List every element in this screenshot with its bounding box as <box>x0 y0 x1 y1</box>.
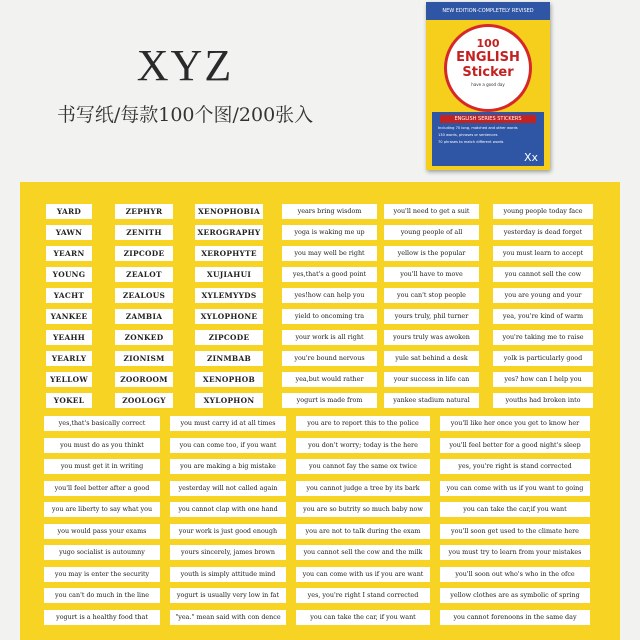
phrase-sticker: you can come with us if you want to going <box>440 481 590 496</box>
word-sticker: XEROGRAPHY <box>195 225 263 240</box>
phrase-sticker: your success in life can <box>384 372 479 387</box>
phrase-sticker: you can come with us if you are want <box>296 567 430 582</box>
word-sticker: YEAHH <box>46 330 92 345</box>
phrase-sticker: yoga is waking me up <box>282 225 377 240</box>
phrase-sticker: you are young and your <box>493 288 593 303</box>
phrase-sticker: you must get it in writing <box>44 459 160 474</box>
phrase-sticker: yes,that's a good point <box>282 267 377 282</box>
phrase-sticker: you cannot fay the same ox twice <box>296 459 430 474</box>
phrase-sticker: you can take the car, if you want <box>296 610 430 625</box>
phrase-sticker: you are making a big mistake <box>170 459 286 474</box>
phrase-sticker: you can't do much in the line <box>44 588 160 603</box>
phrase-sticker: you are so butrity so much baby now <box>296 502 430 517</box>
phrase-sticker: you'll like her once you get to know her <box>440 416 590 431</box>
phrase-sticker: you'll need to get a suit <box>384 204 479 219</box>
phrase-sticker: yes!how can help you <box>282 288 377 303</box>
phrase-sticker: yule sat behind a desk <box>384 351 479 366</box>
word-sticker: YARD <box>46 204 92 219</box>
word-sticker: YAWN <box>46 225 92 240</box>
book-title-line1: ENGLISH <box>456 50 520 65</box>
phrase-sticker: you cannot judge a tree by its bark <box>296 481 430 496</box>
book-panel-header: ENGLISH SERIES STICKERS <box>440 115 536 123</box>
phrase-sticker: you cannot sell the cow <box>493 267 593 282</box>
word-sticker: ZIPCODE <box>195 330 263 345</box>
book-band: NEW EDITION-COMPLETELY REVISED <box>426 2 550 20</box>
phrase-sticker: you must try to learn from your mistakes <box>440 545 590 560</box>
phrase-sticker: yes? how can I help you <box>493 372 593 387</box>
book-tagline: have a good day <box>471 82 505 87</box>
phrase-sticker: young people of all <box>384 225 479 240</box>
phrase-sticker: you are to report this to the police <box>296 416 430 431</box>
book-panel-line: Including 70 long, matched and other words <box>438 126 518 130</box>
word-sticker: XENOPHOBIA <box>195 204 263 219</box>
phrase-sticker: you can take the car,if you want <box>440 502 590 517</box>
word-sticker: ZENITH <box>115 225 173 240</box>
phrase-sticker: yogurt is usually very low in fat <box>170 588 286 603</box>
phrase-sticker: you don't worry; today is the here <box>296 438 430 453</box>
word-sticker: YANKEE <box>46 309 92 324</box>
phrase-sticker: yes, you're right is stand corrected <box>440 459 590 474</box>
word-sticker: ZIONISM <box>115 351 173 366</box>
phrase-sticker: your work is all right <box>282 330 377 345</box>
phrase-sticker: you cannot sell the cow and the milk <box>296 545 430 560</box>
book-mark: Xx <box>523 151 538 164</box>
word-sticker: ZIPCODE <box>115 246 173 261</box>
phrase-sticker: youth is simply attitude mind <box>170 567 286 582</box>
phrase-sticker: you'll have to move <box>384 267 479 282</box>
page-title: XYZ <box>136 41 234 90</box>
word-sticker: ZINMBAB <box>195 351 263 366</box>
word-sticker: XUJIAHUI <box>195 267 263 282</box>
phrase-sticker: yield to oncoming tra <box>282 309 377 324</box>
word-sticker: XENOPHOB <box>195 372 263 387</box>
word-sticker: ZOOLOGY <box>115 393 173 408</box>
phrase-sticker: years bring wisdom <box>282 204 377 219</box>
phrase-sticker: yours truly was awoken <box>384 330 479 345</box>
book-cover <box>426 2 550 170</box>
phrase-sticker: yesterday will not called again <box>170 481 286 496</box>
phrase-sticker: yellow clothes are as symbolic of spring <box>440 588 590 603</box>
word-sticker: ZEPHYR <box>115 204 173 219</box>
word-sticker: YOKEL <box>46 393 92 408</box>
phrase-sticker: yes, you're right I stand corrected <box>296 588 430 603</box>
phrase-sticker: yea,but would rather <box>282 372 377 387</box>
phrase-sticker: yours sincerely, james brown <box>170 545 286 560</box>
word-sticker: YACHT <box>46 288 92 303</box>
phrase-sticker: yankee stadium natural <box>384 393 479 408</box>
phrase-sticker: you must learn to accept <box>493 246 593 261</box>
word-sticker: XYLOPHON <box>195 393 263 408</box>
phrase-sticker: you may is enter the security <box>44 567 160 582</box>
word-sticker: ZOOROOM <box>115 372 173 387</box>
phrase-sticker: youths had broken into <box>493 393 593 408</box>
phrase-sticker: you'll feel better after a good <box>44 481 160 496</box>
phrase-sticker: you'll soon get used to the climate here <box>440 524 590 539</box>
book-badge <box>444 24 532 112</box>
phrase-sticker: you are not to talk during the exam <box>296 524 430 539</box>
phrase-sticker: you are liberty to say what you <box>44 502 160 517</box>
phrase-sticker: you'll feel better for a good night's sleep <box>440 438 590 453</box>
phrase-sticker: you must do as you thinkt <box>44 438 160 453</box>
word-sticker: YEARLY <box>46 351 92 366</box>
book-number: 100 <box>476 37 500 50</box>
page-subtitle: 书写纸/每款100个图/200张入 <box>56 104 314 126</box>
sticker-sheet <box>20 182 620 640</box>
phrase-sticker: yesterday is dead forget <box>493 225 593 240</box>
word-sticker: ZONKED <box>115 330 173 345</box>
phrase-sticker: you'll soon out who's who in the ofce <box>440 567 590 582</box>
phrase-sticker: yours truly, phil turner <box>384 309 479 324</box>
phrase-sticker: yea, you're kind of warm <box>493 309 593 324</box>
phrase-sticker: young people today face <box>493 204 593 219</box>
book-panel <box>432 112 544 166</box>
word-sticker: ZEALOT <box>115 267 173 282</box>
phrase-sticker: you must carry id at all times <box>170 416 286 431</box>
word-sticker: ZEALOUS <box>115 288 173 303</box>
word-sticker: XEROPHYTE <box>195 246 263 261</box>
phrase-sticker: "yea." mean said with con dence <box>170 610 286 625</box>
word-sticker: YOUNG <box>46 267 92 282</box>
phrase-sticker: yugo socialist is autoumny <box>44 545 160 560</box>
phrase-sticker: yogurt is a healthy food that <box>44 610 160 625</box>
book-title-line2: Sticker <box>462 65 514 80</box>
word-sticker: XYLOPHONE <box>195 309 263 324</box>
book-panel-line: 130 words, phrases or sentences <box>438 133 498 137</box>
phrase-sticker: your work is just good enough <box>170 524 286 539</box>
phrase-sticker: you're bound nervous <box>282 351 377 366</box>
phrase-sticker: you would pass your exams <box>44 524 160 539</box>
phrase-sticker: you cannot clap with one hand <box>170 502 286 517</box>
word-sticker: XYLEMYYDS <box>195 288 263 303</box>
word-sticker: ZAMBIA <box>115 309 173 324</box>
phrase-sticker: you cannot forenoons in the same day <box>440 610 590 625</box>
phrase-sticker: yolk is particularly good <box>493 351 593 366</box>
word-sticker: YELLOW <box>46 372 92 387</box>
phrase-sticker: yellow is the popular <box>384 246 479 261</box>
phrase-sticker: you can come too, if you want <box>170 438 286 453</box>
phrase-sticker: yes,that's basically correct <box>44 416 160 431</box>
phrase-sticker: you're taking me to raise <box>493 330 593 345</box>
phrase-sticker: yogurt is made from <box>282 393 377 408</box>
phrase-sticker: you may well be right <box>282 246 377 261</box>
phrase-sticker: you can't stop people <box>384 288 479 303</box>
word-sticker: YEARN <box>46 246 92 261</box>
book-panel-line: 70 phrases to match different words <box>438 140 504 144</box>
